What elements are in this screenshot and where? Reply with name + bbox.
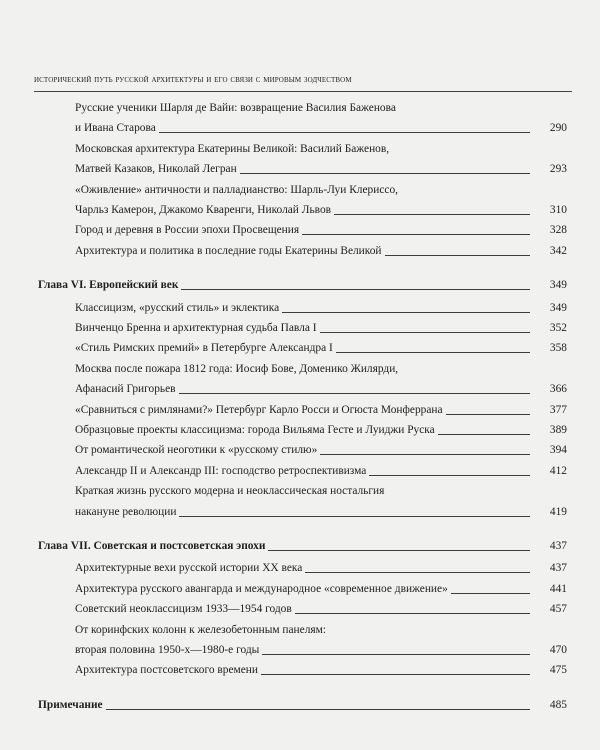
toc-page-number: 342 (549, 244, 567, 257)
toc-leader-rule (438, 434, 530, 435)
toc-leader-rule (261, 674, 530, 675)
toc-entry-line: Архитектурные вехи русской истории XX века (75, 562, 303, 575)
toc-entry-line: Матвей Казаков, Николай Легран (75, 163, 237, 176)
toc-page-number: 352 (549, 322, 567, 334)
toc-page-number: 475 (549, 664, 567, 677)
toc-page-number: 290 (549, 122, 567, 135)
toc-leader-rule (336, 352, 530, 353)
toc-page-number: 419 (549, 505, 567, 518)
toc-entry-line: Винченцо Бренна и архитектурная судьба Павла I (75, 322, 317, 334)
toc-entry-line: вторая половина 1950-х—1980-е годы (75, 644, 260, 656)
toc-leader-rule (181, 289, 530, 290)
toc-page-number: 437 (549, 540, 567, 552)
toc-page-number: 293 (549, 163, 567, 176)
toc-leader-rule (302, 234, 530, 235)
toc-page-number: 310 (549, 204, 567, 216)
toc-entry-line: Чарльз Камерон, Джакомо Кваренги, Николай Львов (75, 204, 332, 216)
toc-leader-rule (451, 593, 530, 594)
toc-page-number: 457 (549, 603, 567, 616)
toc-leader-rule (320, 454, 530, 455)
toc-page-number: 366 (549, 383, 567, 396)
toc-page-number: 349 (549, 301, 567, 314)
toc-page-number: 389 (549, 424, 567, 436)
toc-leader-rule (369, 475, 530, 476)
toc-leader-rule (305, 572, 530, 573)
toc-chapter-title: Примечание (38, 698, 103, 711)
toc-page-number: 441 (549, 582, 567, 595)
toc-chapter-title: Глава VI. Европейский век (38, 279, 179, 292)
toc-leader-rule (320, 332, 530, 333)
toc-entry-line: Александр II и Александр III: господство ретроспективизма (75, 464, 367, 477)
toc-leader-rule (240, 173, 530, 174)
toc-leader-rule (179, 516, 530, 517)
toc-page-number: 412 (549, 464, 567, 477)
toc-leader-rule (295, 613, 530, 614)
toc-entry-line: «Сравниться с римлянами?» Петербург Карло Росси и Огюста Монферрана (75, 403, 443, 416)
toc-page-number: 349 (549, 279, 567, 292)
toc-leader-rule (179, 393, 530, 394)
toc-leader-rule (262, 654, 530, 655)
toc-entry-line: накануне революции (75, 505, 177, 518)
toc-leader-rule (446, 414, 530, 415)
toc-entry-line: Афанасий Григорьев (75, 383, 176, 396)
toc-page-number: 470 (549, 644, 567, 656)
toc-entry-line: Русские ученики Шарля де Вайи: возвращение Василия Баженова (75, 102, 396, 114)
toc-entry-line: Образцовые проекты классицизма: города Вильяма Гесте и Луиджи Руска (75, 424, 435, 436)
toc-entry-line: Классицизм, «русский стиль» и эклектика (75, 301, 280, 314)
toc-chapter-title: Глава VII. Советская и постсоветская эпохи (38, 540, 266, 552)
toc-entry-line: Советский неоклассицизм 1933—1954 годов (75, 603, 292, 616)
toc-entry-line: Архитектура русского авангарда и международное «современное движение» (75, 582, 448, 595)
toc-entry-line: «Стиль Римских премий» в Петербурге Александра I (75, 342, 333, 355)
toc-entry-line: От коринфских колонн к железобетонным панелям: (75, 623, 327, 636)
toc-entry-line: Москва после пожара 1812 года: Иосиф Бове, Доменико Жилярди, (75, 362, 399, 375)
toc-leader-rule (159, 132, 530, 133)
running-head: исторический путь русской архитектуры и его связи с мировым зодчеством (34, 74, 352, 85)
toc-leader-rule (385, 255, 530, 256)
toc-entry-line: Краткая жизнь русского модерна и неоклассическая ностальгия (75, 485, 385, 498)
toc-entry-line: и Ивана Старова (75, 122, 156, 135)
toc-entry-line: Город и деревня в России эпохи Просвещения (75, 224, 300, 237)
toc-leader-rule (282, 312, 530, 313)
toc-page-number: 437 (549, 562, 567, 575)
toc-leader-rule (334, 214, 530, 215)
running-head-rule (34, 91, 572, 92)
toc-page-number: 394 (549, 444, 567, 457)
toc-page-number: 358 (549, 342, 567, 355)
toc-leader-rule (268, 550, 530, 551)
toc-page-number: 377 (549, 403, 567, 416)
toc-leader-rule (106, 709, 530, 710)
toc-entry-line: От романтической неоготики к «русскому стилю» (75, 444, 318, 457)
toc-entry-line: Московская архитектура Екатерины Великой: Василий Баженов, (75, 142, 390, 155)
toc-entry-line: Архитектура постсоветского времени (75, 664, 258, 677)
toc-page-number: 328 (549, 224, 567, 237)
toc-entry-line: Архитектура и политика в последние годы Екатерины Великой (75, 244, 382, 257)
toc-entry-line: «Оживление» античности и палладианство: Шарль-Луи Клериссо, (75, 183, 398, 196)
toc-page-number: 485 (549, 698, 567, 711)
